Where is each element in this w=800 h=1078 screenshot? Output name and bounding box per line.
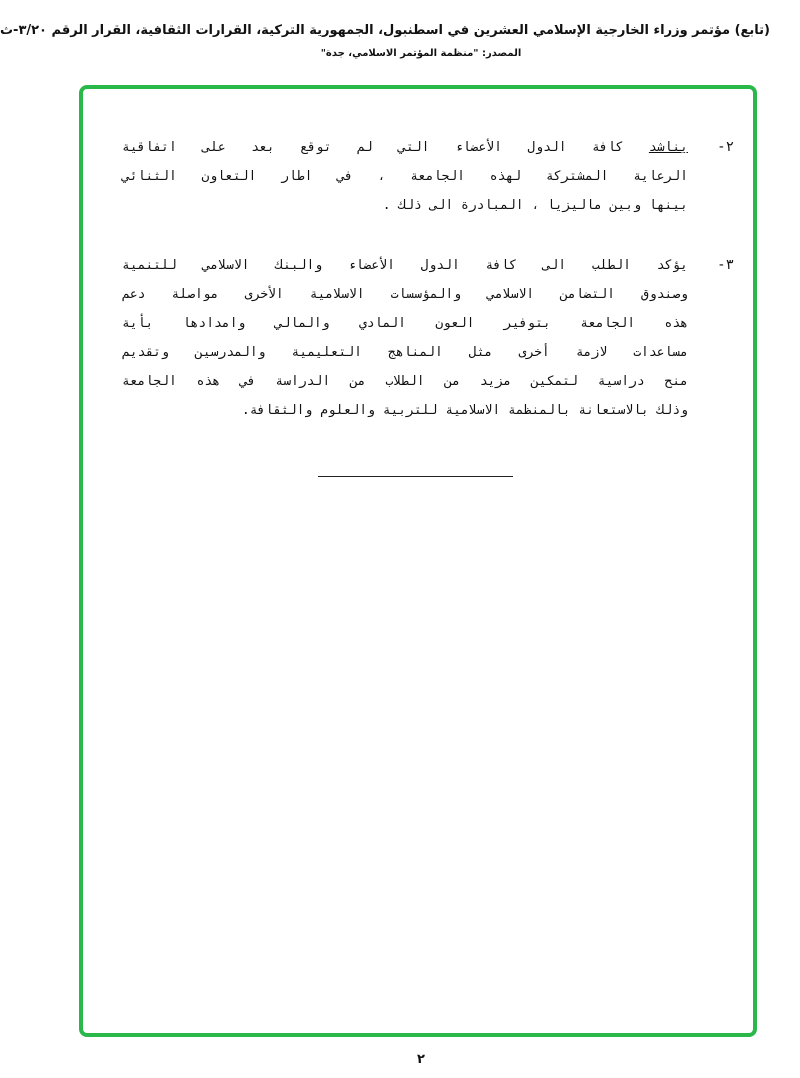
item-line: بينها وبين ماليزيا ، المبادرة الى ذلك . <box>382 198 688 213</box>
item-text <box>122 251 688 425</box>
section-divider <box>318 476 513 477</box>
item-number: ٣- <box>717 257 734 273</box>
item-line: وذلك بالاستعانة بالمنظمة الاسلامية للتربية والعلوم والثقافة. <box>241 403 688 418</box>
item-number: ٢- <box>717 139 734 155</box>
item-line: منح دراسية لتمكين مزيد من الطلاب من الدراسة في هذه الجامعة <box>122 374 688 389</box>
item-line: يؤكد الطلب الى كافة الدول الأعضاء والبنك الاسلامي للتنمية <box>122 258 688 273</box>
page-number: ٢ <box>417 1052 425 1067</box>
item-text <box>122 133 688 220</box>
header-source: المصدر: "منظمة المؤتمر الاسلامي، جدة" <box>320 48 522 59</box>
item-line: هذه الجامعة بتوفير العون المادي والمالي وامدادها بأية <box>122 316 688 331</box>
header-title: (تابع) مؤتمر وزراء الخارجية الإسلامي العشرين في اسطنبول، الجمهورية التركية، القرارات الثقافية، القرار الرقم ٣/٢٠-ث <box>0 23 770 38</box>
item-line: مساعدات لازمة أخرى مثل المناهج التعليمية والمدرسين وتقديم <box>122 345 688 360</box>
item-line: وصندوق التضامن الاسلامي والمؤسسات الاسلامية الأخرى مواصلة دعم <box>122 287 688 302</box>
item-line <box>122 133 688 162</box>
page-frame <box>79 85 757 1037</box>
item-lead-verb: يناشد <box>648 140 689 155</box>
item-line-rest: كافة الدول الأعضاء التي لم توقع بعد على اتفاقية <box>122 140 624 155</box>
item-line: الرعاية المشتركة لهذه الجامعة ، في اطار التعاون الثنائي <box>122 169 688 184</box>
